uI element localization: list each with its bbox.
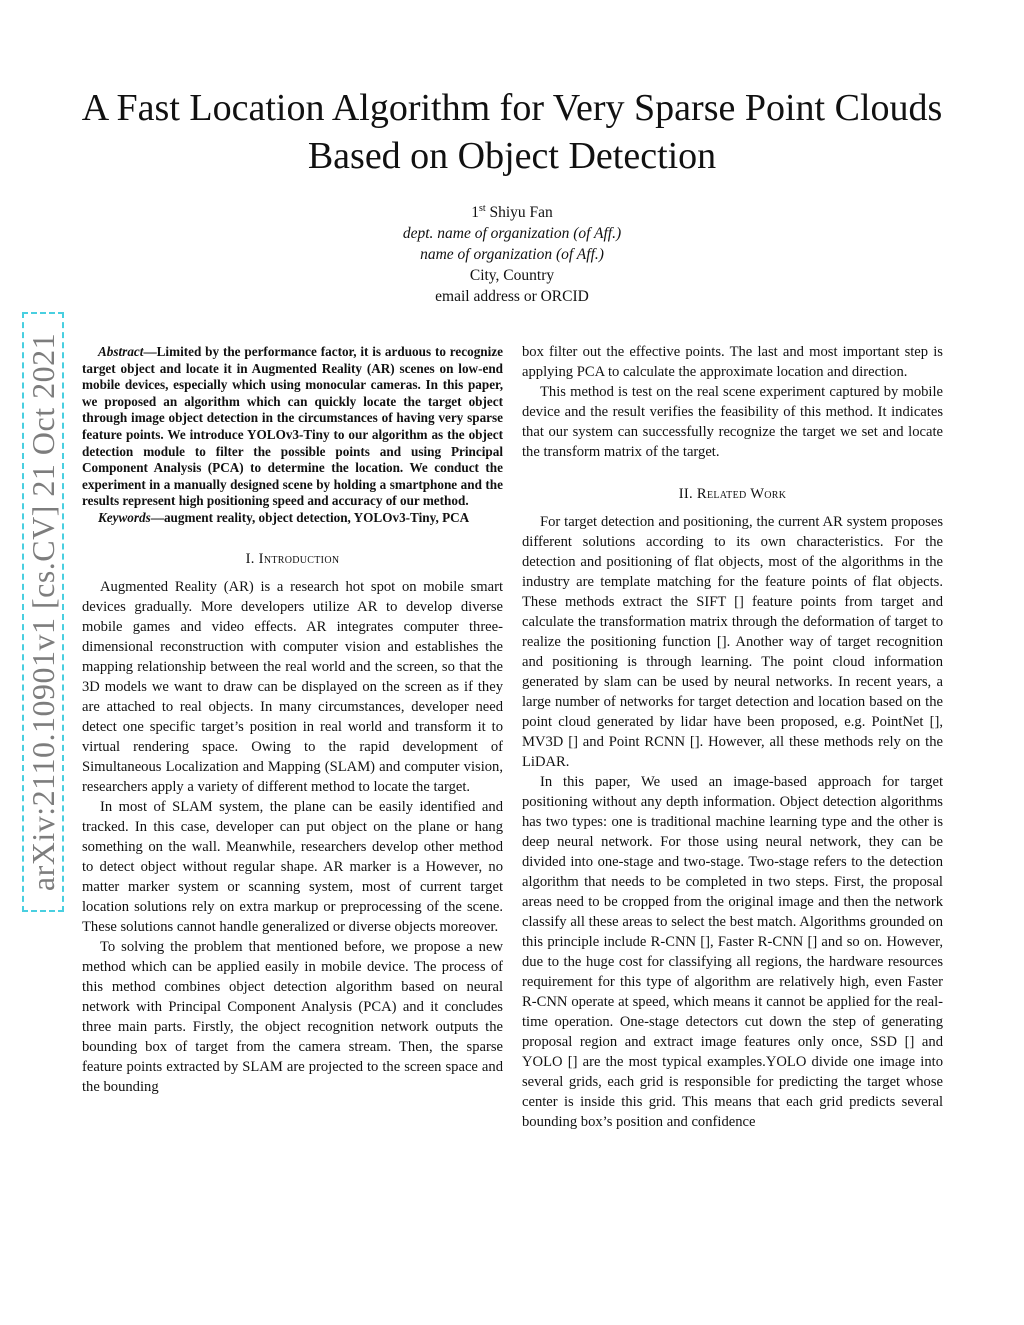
intro-paragraph-1: Augmented Reality (AR) is a research hot spot on mobile smart devices gradually. More developers utilize AR to develop diverse mobile games and video effects. AR integrates computer three-dimensional reconstruction with computer vision and establishes the mapping relationship between the real world and the screen, so that the 3D models we want to draw can be displayed on the screen as if they are attached to real objects. In many circumstances, developer need detect one specific target’s position in real world and transform it to virtual rendering space. Owing to the rapid development of Simultaneous Localization and Mapping (SLAM) and computer vision, researchers apply a variety of different method to locate the target. <box>82 578 503 795</box>
intro-paragraph-2: In most of SLAM system, the plane can be easily identified and tracked. In this case, developer can put object on the plane or hang something on the wall. Meanwhile, researchers develop other method to detect object without regular shape. AR marker is a However, no matter marker system or scanning system, most of current target location solutions rely on extra markup or preprocessing of the scene. These solutions cannot handle generalized or diverse objects moreover. <box>82 798 503 935</box>
author-name: Shiyu Fan <box>489 204 553 221</box>
arxiv-stamp: arXiv:2110.10901v1 [cs.CV] 21 Oct 2021 <box>22 312 64 912</box>
author-block <box>262 202 762 307</box>
intro-paragraph-3-continued: box filter out the effective points. The last and most important step is applying PCA to calculate the approximate location and direction. <box>522 344 943 380</box>
author-city: City, Country <box>469 267 555 284</box>
author-org: name of organization (of Aff.) <box>420 246 604 263</box>
intro-paragraph-4: This method is test on the real scene experiment captured by mobile device and the result verifies the feasibility of this method. It indicates that our system can successfully recognize the target we set and locate the transform matrix of the target. <box>522 384 943 460</box>
keywords <box>82 510 503 527</box>
author-ordinal: 1 <box>471 204 479 221</box>
right-column <box>522 342 943 1132</box>
related-paragraph-1: For target detection and positioning, the current AR system proposes different solutions according to its own characteristics. For the detection and positioning of flat objects, most of the algorithms in the industry are template matching for the feature points of flat objects. These methods extract the SIFT [] feature points from target and calculate the transformation matrix through the deformation of target to realize the positioning function []. Another way of target recognition and positioning is through learning. The point cloud information generated by slam can be used by neural networks. In recent years, a large number of networks for target detection and location based on the point cloud generated by lidar have been proposed, e.g. PointNet [], MV3D [] and Point RCNN []. However, all these methods rely on the LiDAR. <box>522 514 943 770</box>
abstract-lead: Abstract <box>98 344 144 359</box>
section-heading-related-work: II. Related Work <box>678 486 787 502</box>
keywords-lead: Keywords <box>98 509 151 525</box>
abstract <box>82 344 503 510</box>
left-column <box>82 342 503 1097</box>
paper-title: A Fast Location Algorithm for Very Sparse Point Clouds Based on Object Detection <box>81 87 943 177</box>
author-dept: dept. name of organization (of Aff.) <box>402 225 622 242</box>
section-heading-introduction: I. Introduction <box>245 550 340 567</box>
intro-paragraph-3: To solving the problem that mentioned before, we propose a new method which can be applied easily in mobile device. The process of this method combines object detection algorithm based on neural network with Principal Component Analysis (PCA) and it concludes three main parts. Firstly, the object recognition network outputs the bounding box of target from the camera stream. Then, the sparse feature points extracted by SLAM are projected to the screen space and the bounding <box>82 938 503 1095</box>
author-ordinal-suffix: st <box>478 203 486 214</box>
keywords-text: —augment reality, object detection, YOLOv3-Tiny, PCA <box>150 509 470 525</box>
author-email: email address or ORCID <box>435 288 589 305</box>
author-name-line <box>262 202 762 223</box>
abstract-text: —Limited by the performance factor, it is arduous to recognize target object and locate it in Augmented Reality (AR) scenes on low-end mobile devices, especially which using monocular cameras. In this paper, we proposed an algorithm which can quickly locate the target object through image object detection in the circumstances of having very sparse feature points. We introduce YOLOv3-Tiny to our algorithm as the object detection module to filter the possible points and using Principal Component Analysis (PCA) to determine the location. We conduct the experiment in a manually designed scene by holding a smartphone and the results represent high positioning speed and accuracy of our method. <box>82 344 503 509</box>
related-paragraph-2: In this paper, We used an image-based approach for target positioning without any depth information. Object detection algorithms has two types: one is traditional machine learning type and the other is deep neural network. For those using neural network, they can be divided into one-stage and two-stage. Two-stage refers to the detection algorithm that needs to be completed in two steps. First, the proposal areas need to be cropped from the original image and then the network classify all these areas to select the best match. Algorithms grounded on this principle include R-CNN [], Faster R-CNN [] and so on. However, due to the huge cost for classifying all regions, the hardware resources requirement for this type of algorithm are relatively high, even Faster R-CNN operate at speed, which means it cannot be applied for the real-time operation. One-stage detectors cut down the step of generating proposal region and extract image features only once, SSD [] and YOLO [] are the most typical examples.YOLO divide one image into several grids, each grid is responsible for predicting the target whose center is inside this grid. This means that each grid predicts several bounding box’s position and confidence <box>522 774 943 1130</box>
